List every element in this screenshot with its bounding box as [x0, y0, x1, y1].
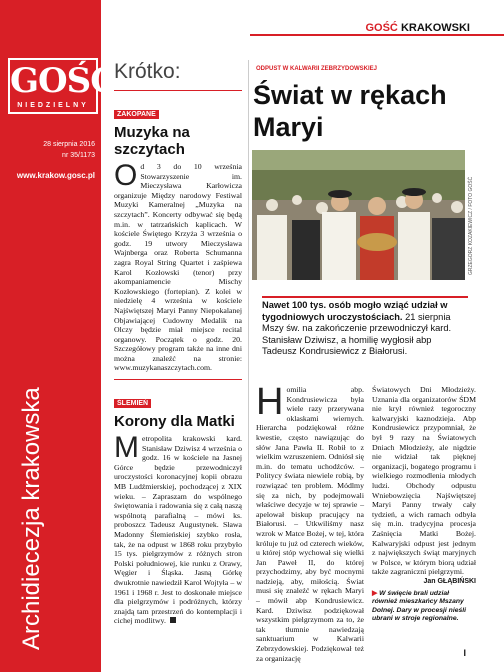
brand-sub: KRAKOWSKI: [400, 22, 470, 34]
news-title: Muzyka na szczytach: [114, 124, 190, 158]
dropcap: O: [114, 159, 138, 192]
website-link[interactable]: www.krakow.gosc.pl: [16, 171, 95, 180]
article-column-1: [256, 381, 364, 663]
news-separator: [114, 90, 242, 103]
article-photo: [252, 150, 465, 280]
issue-date: 28 sierpnia 2016: [43, 141, 95, 148]
article-kicker: ODPUST W KALWARII ZEBRZYDOWSKIEJ: [256, 66, 378, 72]
short-news-column: [114, 60, 242, 626]
article-column-2: [372, 385, 476, 586]
news-body: [114, 159, 242, 373]
issue-number: nr 35/1173: [62, 152, 95, 159]
column-heading: Krótko:: [114, 60, 181, 83]
section-vertical-title: Archidiecezja krakowska: [18, 387, 45, 650]
logo-subtitle: NIEDZIELNY: [17, 102, 89, 109]
news-separator: [114, 379, 242, 392]
article-lead: [262, 300, 468, 358]
lead-bold: Nawet 100 tys. osób mogło wziąć udział w tygodniowych uroczystościach.: [262, 300, 448, 322]
sidebar: [0, 0, 117, 672]
logo-text: GOŚĆ: [10, 61, 117, 101]
caption-text: W święcie brali udział również mieszkańcy Mszany Dolnej. Dary w procesji nieśli ubrani w stroje regionalne.: [372, 590, 467, 623]
news-text: etropolita krakowski kard. Stanisław Dziwisz 4 września o godz. 16 w kościele na Jasnej Górce będzie przewodniczył uroczystości koronacyjnej kopii obrazu MB Ludźmierskiej, pochodzącej z XIX wieku. – Zapraszam do wspólnego świętowania i radowania się z całą naszą wspólnotą parafialną – mówi ks. proboszcz Tadeusz Augustynek. Sława Madonny Ślemieńskiej szybko rosła, tak, że na odpust w 1868 roku przybyło 15 tys. pielgrzymów z różnych stron Polski południowej, kie runku z Orawy, Węgier i Śląska. Jasną Górkę dwukrotnie nawiedził Karol Wojtyła – w 1961 i 1968 r. Jest to doskonałe miejsce dla pielgrzymów i podróżnych, którzy znajdą tam przestrzeń do kontemplacji i cichej modlitwy.: [114, 434, 242, 626]
author-signature: Jan GŁĄBIŃSKI: [423, 577, 476, 585]
brand-main: GOŚĆ: [365, 22, 398, 34]
photo-credit: [466, 150, 476, 280]
end-mark: [170, 617, 176, 623]
lead-rule: [262, 296, 468, 298]
article-text: omilia abp. Kondrusiewicza była wiele razy przerywana oklaskami wiernych. Hierarcha podziękował różne kwestie, często nawiązując do słów Jana Pawła II. Robił to z wielkim wzruszeniem. Odniósł się m.in. do tematu uchodźców. – Politycy świata niewiele robią, by rozwiązać ten problem. Módlmy się za nich, by podejmowali właściwe decyzje w tej sprawie – apelował biskup pracujący na Białorusi. – Utkwiliśmy nasz wzrok w Matce Bożej, w tej, która króluje tu już od czterech wieków, u której stóp wychował się wielki Jan Paweł II, do której przychodzimy, aby być mocnymi nadzieją, aby, miłością. Świat musi się znaleźć w rękach Maryi – mówił abp Kondrusiewicz. Kard. Dziwisz podziękował wszystkim pielgrzymom za to, że tak tłumnie nawiedzają sanktuarium w Kalwarii Zebrzydowskiej. Podziękował też za organizację: [256, 385, 364, 663]
article-text: Światowych Dni Młodzieży. Uznania dla organizatorów ŚDM nie krył również tegoroczny kalwaryjski kaznodzieja. Abp Kondrusiewicz przypomniał, że był 9 razy na Światowych Dniach Młodzieży, ale nigdzie nie widział tak pięknej organizacji, bogatego programu i wielkiego rozmodlenia młodych ludzi. Obchody odpustu Wniebowzięcia Najświętszej Maryi Panny trwały cały tydzień, a wich ramach odbyła się m.in. tradycyjna procesja Zaśnięcia Matki Bożej. Kalwaryjski odpust jest jednym z największych świąt maryjnych w Polsce, w którym biorą udział także zagraniczni pielgrzymi.: [372, 385, 476, 577]
photo-illustration: [252, 150, 465, 280]
article-title: Świat w rękach Maryi: [253, 80, 447, 142]
page-number: I: [463, 648, 466, 658]
lead-rest: 21 sierpnia Mszy św. na zakończenie przewodniczył kard. Stanisław Dziwisz, a homilię wygłosił abp Tadeusz Kondrusiewicz z Białorusi.: [262, 311, 452, 356]
dropcap: M: [114, 431, 139, 465]
column-divider: [248, 60, 249, 600]
dropcap: H: [256, 381, 284, 423]
news-text: d 3 do 10 września Stowarzyszenie im. Mieczysława Karłowicza organizuje Między narodowy Festiwal Muzyki Kameralnej „Muzyka na szczytach”. Koncerty odbywać się będą m.in. w tatrzańskich kaplicach. W kościele Świętego Krzyża 3 września o godz. 19 utwory Mieczysława Wajnberga oraz Roberta Schumanna zagra Royal String Quartet i zaśpiewa Karol Kozłowski (tenor) przy akompaniamencie Mischy Kozłowskiego (fortepian). Z kolei w niedzielę 4 września w kościele Najświętszej Maryi Panny Niepokalanej Objawiającej Cudowny Medalik na Olczy będzie miał miejsce recital organowy. Początek o godz. 20. Szczegółowy program także na inne dni można znaleźć na stronie: www.muzykanaszczytach.com.: [114, 162, 242, 373]
gosc-logo: [8, 58, 117, 114]
header-brand: [365, 22, 470, 34]
caption-arrow-icon: ▶: [372, 590, 380, 597]
news-title: Korony dla Matki: [114, 413, 235, 431]
photo-caption: [372, 590, 476, 624]
news-body: [114, 431, 242, 626]
news-tag: ZAKOPANE: [114, 110, 159, 119]
header-rule: [250, 34, 504, 36]
photo-credit-text: GRZEGORZ KOZAKIEWICZ / FOTO GOŚĆ: [468, 176, 474, 275]
news-tag: ŚLEMIEŃ: [114, 399, 151, 408]
